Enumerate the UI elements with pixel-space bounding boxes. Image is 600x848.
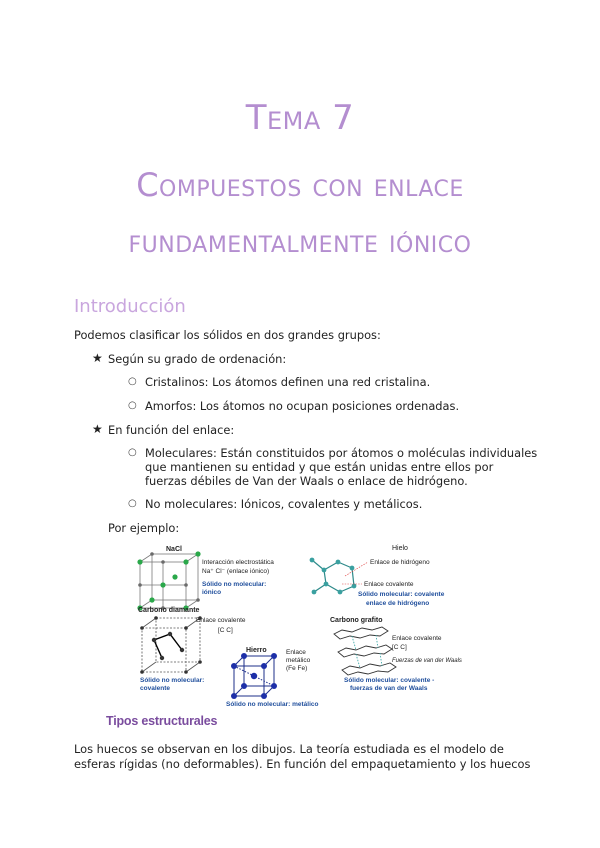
nacl-title: NaCl xyxy=(166,546,182,553)
star-bullet-icon: ★ xyxy=(92,351,103,365)
circle-bullet-icon: ○ xyxy=(128,498,137,509)
nacl-type-2: iónico xyxy=(202,589,222,596)
hierro-type-1: Sólido no molecular: metálico xyxy=(226,701,319,708)
tipos-paragraph-line-1: Los huecos se observan en los dibujos. La teoría estudiada es el modelo de xyxy=(74,742,504,756)
title-line-2: Compuestos con enlace xyxy=(136,166,464,204)
grafito-title: Carbono grafito xyxy=(330,617,383,624)
grafito-type-2: fuerzas de van der Waals xyxy=(350,685,428,692)
example-label: Por ejemplo: xyxy=(108,521,180,535)
nacl-structure-icon xyxy=(140,554,198,608)
hierro-title: Hierro xyxy=(246,647,267,654)
circle-bullet-icon: ○ xyxy=(128,376,137,387)
diamante-type-2: covalente xyxy=(140,685,170,692)
list-item-no-moleculares: No moleculares: Iónicos, covalentes y metálicos. xyxy=(145,497,423,511)
list-item-enlace: En función del enlace: xyxy=(108,423,235,437)
section-heading-introduccion: Introducción xyxy=(74,296,186,317)
list-item-moleculares-line-2: que mantienen su entidad y que están unidas entre ellos por xyxy=(145,460,494,474)
hierro-note-3: (Fe Fe) xyxy=(286,665,308,672)
nacl-note-2: Na⁺ Cl⁻ (enlace iónico) xyxy=(202,568,270,575)
grafito-type-1: Sólido molecular: covalente - xyxy=(344,677,435,684)
list-item-moleculares-line-3: fuerzas débiles de Van der Waals o enlace de hidrógeno. xyxy=(145,474,468,488)
tipos-paragraph-line-2: esferas rígidas (no deformables). En función del empaquetamiento y los huecos xyxy=(74,757,531,771)
list-item-ordenacion: Según su grado de ordenación: xyxy=(108,352,287,366)
diamante-note-1: Enlace covalente xyxy=(196,617,246,624)
grafito-note-1: Enlace covalente xyxy=(392,635,442,642)
intro-paragraph: Podemos clasificar los sólidos en dos grandes grupos: xyxy=(74,328,381,342)
crystal-structures-figure xyxy=(130,540,480,710)
hielo-title: Hielo xyxy=(392,545,408,552)
nacl-type-1: Sólido no molecular: xyxy=(202,581,267,588)
diamante-type-1: Sólido no molecular: xyxy=(140,677,205,684)
nacl-note-1: Interacción electrostática xyxy=(202,559,274,566)
diamante-note-2: [C C] xyxy=(218,627,233,634)
hierro-note-1: Enlace xyxy=(286,649,306,656)
hielo-type-1: Sólido molecular: covalente xyxy=(358,591,445,598)
hielo-note-2: Enlace covalente xyxy=(364,581,414,588)
grafito-note-3: Fuerzas de van der Waals xyxy=(392,658,462,664)
circle-bullet-icon: ○ xyxy=(128,447,137,458)
hierro-note-2: metálico xyxy=(286,657,311,664)
diamond-structure-icon xyxy=(142,618,200,672)
star-bullet-icon: ★ xyxy=(92,422,103,436)
circle-bullet-icon: ○ xyxy=(128,400,137,411)
title-line-1: Tema 7 xyxy=(245,98,355,138)
list-item-amorfos: Amorfos: Los átomos no ocupan posiciones ordenadas. xyxy=(145,399,460,413)
ice-structure-icon xyxy=(312,560,354,592)
diamante-title: Carbono diamante xyxy=(138,607,200,614)
list-item-moleculares-line-1: Moleculares: Están constituidos por átomos o moléculas individuales xyxy=(145,446,538,460)
section-heading-tipos-estructurales: Tipos estructurales xyxy=(106,714,218,728)
hielo-note-1: Enlace de hidrógeno xyxy=(370,559,430,566)
graphite-structure-icon xyxy=(334,627,396,675)
title-line-3: fundamentalmente iónico xyxy=(128,222,472,260)
grafito-note-2: [C C] xyxy=(392,644,407,651)
hielo-type-2: enlace de hidrógeno xyxy=(366,600,430,607)
list-item-cristalinos: Cristalinos: Los átomos definen una red cristalina. xyxy=(145,375,431,389)
